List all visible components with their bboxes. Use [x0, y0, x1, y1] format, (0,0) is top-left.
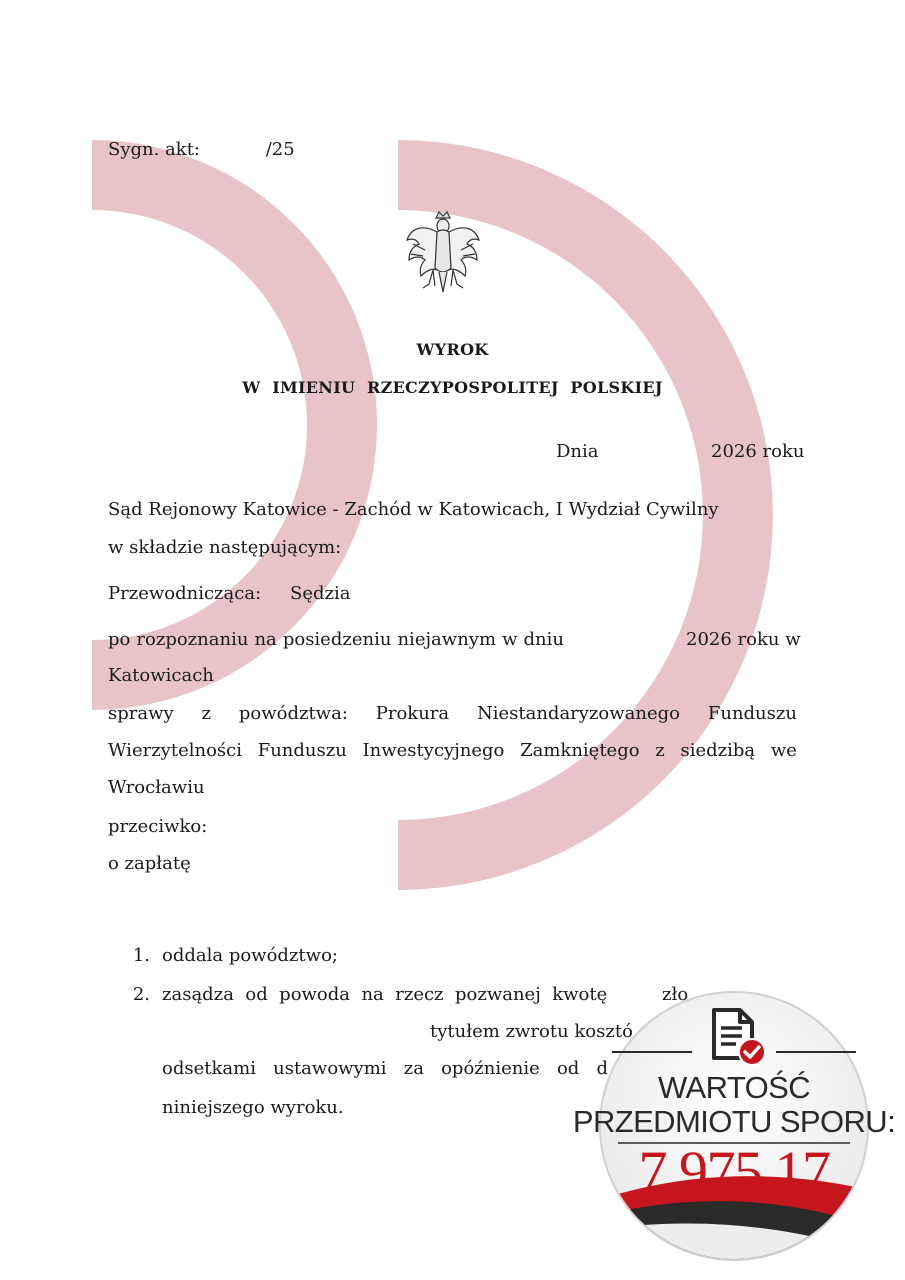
case-number	[108, 138, 295, 162]
item-2-line-1: zasądza od powoda na rzecz pozwanej kwotę	[162, 984, 608, 1005]
item-2-line-2: tytułem zwrotu kosztó	[430, 1021, 633, 1042]
case-word: siedzibą	[680, 740, 756, 761]
hearing-line-1-end: 2026 roku w	[686, 629, 801, 650]
polish-eagle-emblem-icon	[403, 210, 483, 298]
case-word: Wierzytelności	[108, 740, 242, 761]
hearing-word: w	[502, 629, 518, 650]
case-number-label: Sygn. akt:	[108, 139, 200, 160]
document-subtitle: W IMIENIU RZECZYPOSPOLITEJ POLSKIEJ	[242, 378, 663, 397]
hearing-word: rozpoznaniu	[136, 629, 249, 650]
item-2-line-4: niniejszego wyroku.	[162, 1097, 344, 1118]
badge-label-line-2: PRZEDMIOTU SPORU:	[572, 1104, 896, 1139]
case-word: we	[770, 740, 797, 761]
hearing-word: posiedzeniu	[282, 629, 392, 650]
hearing-word: po	[108, 629, 131, 650]
hearing-word: na	[254, 629, 277, 650]
against-label: przeciwko:	[108, 816, 208, 837]
document-title: WYROK	[416, 340, 489, 359]
composition-line: w składzie następującym:	[108, 537, 342, 558]
case-word: Funduszu	[257, 740, 347, 761]
item-1-text: oddala powództwo;	[162, 945, 338, 966]
case-line-2	[108, 739, 797, 763]
case-word: Prokura	[375, 703, 450, 724]
item-2-number: 2.	[132, 984, 150, 1005]
case-word: z	[201, 703, 211, 724]
case-word: Niestandaryzowanego	[476, 703, 681, 724]
chair-value: Sędzia	[290, 583, 351, 604]
hearing-line-1	[108, 628, 564, 652]
case-number-suffix: /25	[265, 139, 295, 160]
case-word: Funduszu	[707, 703, 797, 724]
case-word: z	[655, 740, 665, 761]
chair-label: Przewodnicząca:	[108, 583, 262, 604]
item-1-number: 1.	[132, 945, 150, 966]
item-2-line-1-tail: zło	[662, 984, 689, 1005]
dispute-value-badge	[572, 990, 896, 1262]
hearing-word: dniu	[523, 629, 564, 650]
watermark-arc-left	[92, 140, 377, 710]
badge-label-line-1: WARTOŚĆ	[658, 1070, 810, 1105]
case-line-1	[108, 702, 797, 726]
case-word: Zamkniętego	[520, 740, 640, 761]
date-year: 2026 roku	[711, 441, 805, 462]
court-line: Sąd Rejonowy Katowice - Zachód w Katowicach, I Wydział Cywilny	[108, 499, 719, 520]
hearing-word: niejawnym	[397, 629, 497, 650]
date-label: Dnia	[556, 441, 599, 462]
case-word: powództwa:	[238, 703, 348, 724]
case-word: sprawy	[108, 703, 174, 724]
item-2-line-3: odsetkami ustawowymi za opóźnienie od d	[162, 1058, 608, 1079]
hearing-line-2: Katowicach	[108, 665, 214, 686]
subject-line: o zapłatę	[108, 853, 191, 874]
case-word: Inwestycyjnego	[362, 740, 505, 761]
case-line-3: Wrocławiu	[108, 777, 205, 798]
badge-value: 7.975,17	[638, 1139, 830, 1204]
